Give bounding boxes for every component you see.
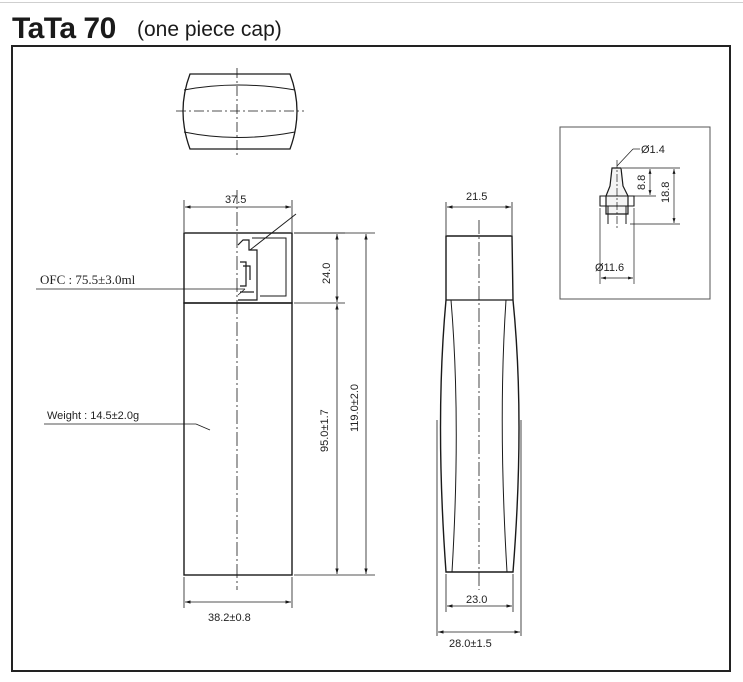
dim-cap-width: 37.5 <box>225 194 247 206</box>
cap-top-view <box>176 68 304 156</box>
dim-total-height: 119.0±2.0 <box>349 383 361 432</box>
dim-cap-height: 24.0 <box>321 262 333 284</box>
nozzle-detail-frame <box>560 127 710 299</box>
dim-side-base-outer: 28.0±1.5 <box>449 638 492 650</box>
page-subtitle: (one piece cap) <box>137 18 282 41</box>
dim-base-width: 38.2±0.8 <box>208 612 251 624</box>
dim-tip-diameter: Ø1.4 <box>641 144 665 156</box>
drawing-frame <box>12 46 730 671</box>
front-view-dimensions <box>36 200 375 608</box>
weight-note: Weight : 14.5±2.0g <box>47 410 140 422</box>
dim-body-height: 95.0±1.7 <box>319 409 331 452</box>
ofc-note: OFC : 75.5±3.0ml <box>40 272 136 287</box>
dim-side-base-inner: 23.0 <box>466 594 488 606</box>
dim-nozzle-height: 18.8 <box>660 181 672 203</box>
dim-side-top-width: 21.5 <box>466 191 488 203</box>
nozzle-detail-drawing <box>600 160 634 228</box>
side-view-bottle <box>441 220 520 590</box>
front-view-bottle <box>184 190 296 590</box>
dim-tip-height: 8.8 <box>636 174 648 190</box>
dim-base-diameter: Ø11.6 <box>595 262 625 274</box>
page-title: TaTa 70 <box>12 12 116 45</box>
